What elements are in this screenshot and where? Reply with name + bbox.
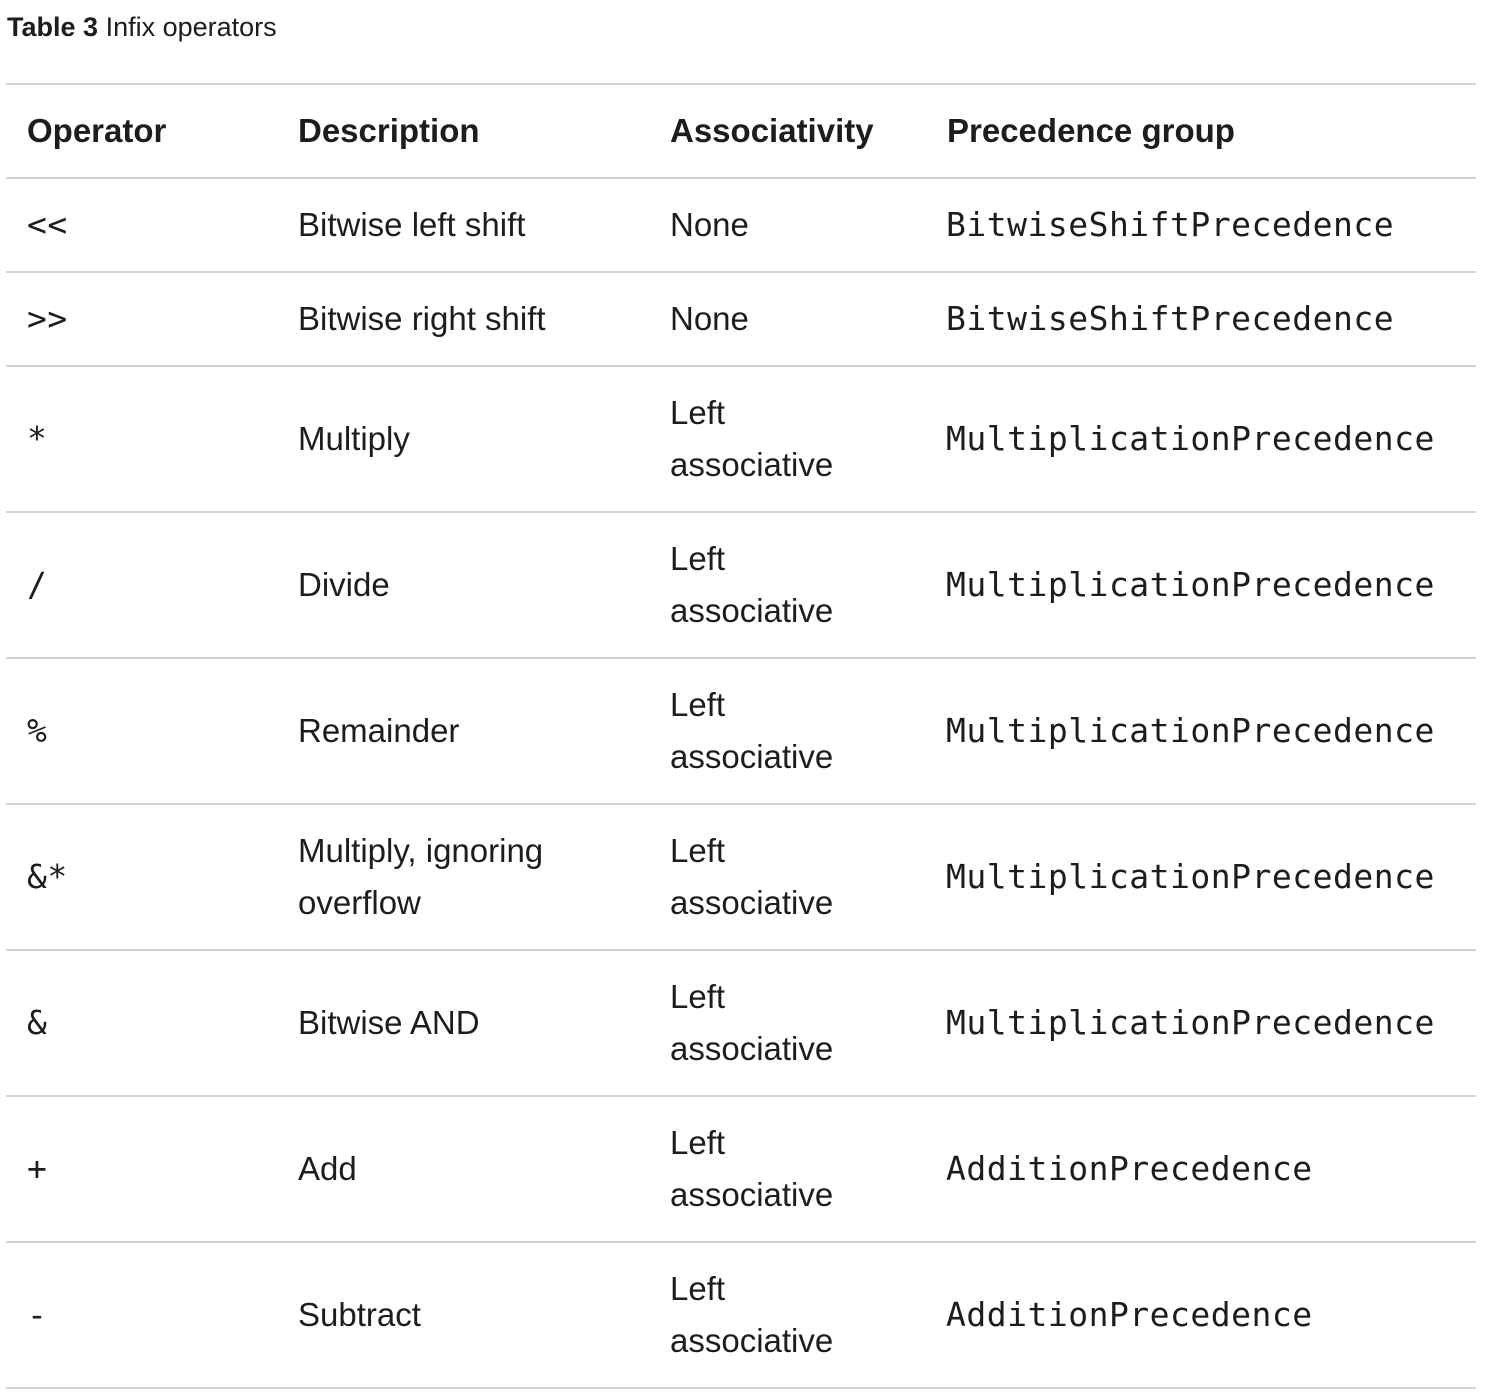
table-row <box>6 512 1476 658</box>
header-precedence-group: Precedence group <box>926 84 1476 178</box>
associativity-text: Left associative <box>670 1124 834 1213</box>
operator-cell: * <box>6 366 277 512</box>
description-cell: Add <box>277 1096 664 1242</box>
precedence-group-cell: AdditionPrecedence <box>926 1096 1476 1242</box>
associativity-text: Left associative <box>670 540 834 629</box>
table-row <box>6 658 1476 804</box>
description-cell: Multiply <box>277 366 664 512</box>
operator-cell: << <box>6 178 277 272</box>
associativity-cell <box>664 512 926 658</box>
precedence-group-cell: MultiplicationPrecedence <box>926 950 1476 1096</box>
associativity-cell <box>664 1242 926 1388</box>
precedence-group-cell: BitwiseShiftPrecedence <box>926 272 1476 366</box>
operator-cell: >> <box>6 272 277 366</box>
associativity-cell: None <box>664 272 926 366</box>
precedence-group-cell: MultiplicationPrecedence <box>926 804 1476 950</box>
operator-cell: / <box>6 512 277 658</box>
associativity-text: Left associative <box>670 832 834 921</box>
precedence-group-cell: BitwiseShiftPrecedence <box>926 178 1476 272</box>
associativity-text: Left associative <box>670 394 834 483</box>
table-row <box>6 366 1476 512</box>
associativity-cell <box>664 950 926 1096</box>
table-row <box>6 804 1476 950</box>
description-cell: Divide <box>277 512 664 658</box>
associativity-text: Left associative <box>670 686 834 775</box>
description-cell: Bitwise right shift <box>277 272 664 366</box>
header-operator: Operator <box>6 84 277 178</box>
precedence-group-cell: AdditionPrecedence <box>926 1242 1476 1388</box>
operator-cell: + <box>6 1096 277 1242</box>
operator-cell: % <box>6 658 277 804</box>
associativity-cell <box>664 658 926 804</box>
precedence-group-cell: MultiplicationPrecedence <box>926 658 1476 804</box>
infix-operators-table <box>6 83 1476 1389</box>
operator-cell: & <box>6 950 277 1096</box>
table-row <box>6 950 1476 1096</box>
operator-cell: - <box>6 1242 277 1388</box>
description-cell: Bitwise AND <box>277 950 664 1096</box>
precedence-group-cell: MultiplicationPrecedence <box>926 366 1476 512</box>
associativity-cell <box>664 366 926 512</box>
header-associativity: Associativity <box>664 84 926 178</box>
precedence-group-cell: MultiplicationPrecedence <box>926 512 1476 658</box>
operator-cell: &* <box>6 804 277 950</box>
table-row <box>6 272 1476 366</box>
table-caption-label: Table 3 <box>7 12 99 42</box>
table-header <box>6 84 1476 178</box>
table-header-row <box>6 84 1476 178</box>
description-cell: Remainder <box>277 658 664 804</box>
table-caption <box>7 10 277 44</box>
associativity-cell <box>664 804 926 950</box>
infix-operators-table-container <box>6 83 1476 1389</box>
associativity-text: Left associative <box>670 1270 834 1359</box>
description-cell: Multiply, ignoring overflow <box>277 804 664 950</box>
table-row <box>6 178 1476 272</box>
associativity-cell: None <box>664 178 926 272</box>
description-cell: Bitwise left shift <box>277 178 664 272</box>
header-description: Description <box>277 84 664 178</box>
table-body <box>6 178 1476 1388</box>
table-row <box>6 1242 1476 1388</box>
associativity-cell <box>664 1096 926 1242</box>
table-caption-title: Infix operators <box>105 12 277 42</box>
table-row <box>6 1096 1476 1242</box>
description-cell: Subtract <box>277 1242 664 1388</box>
associativity-text: Left associative <box>670 978 834 1067</box>
